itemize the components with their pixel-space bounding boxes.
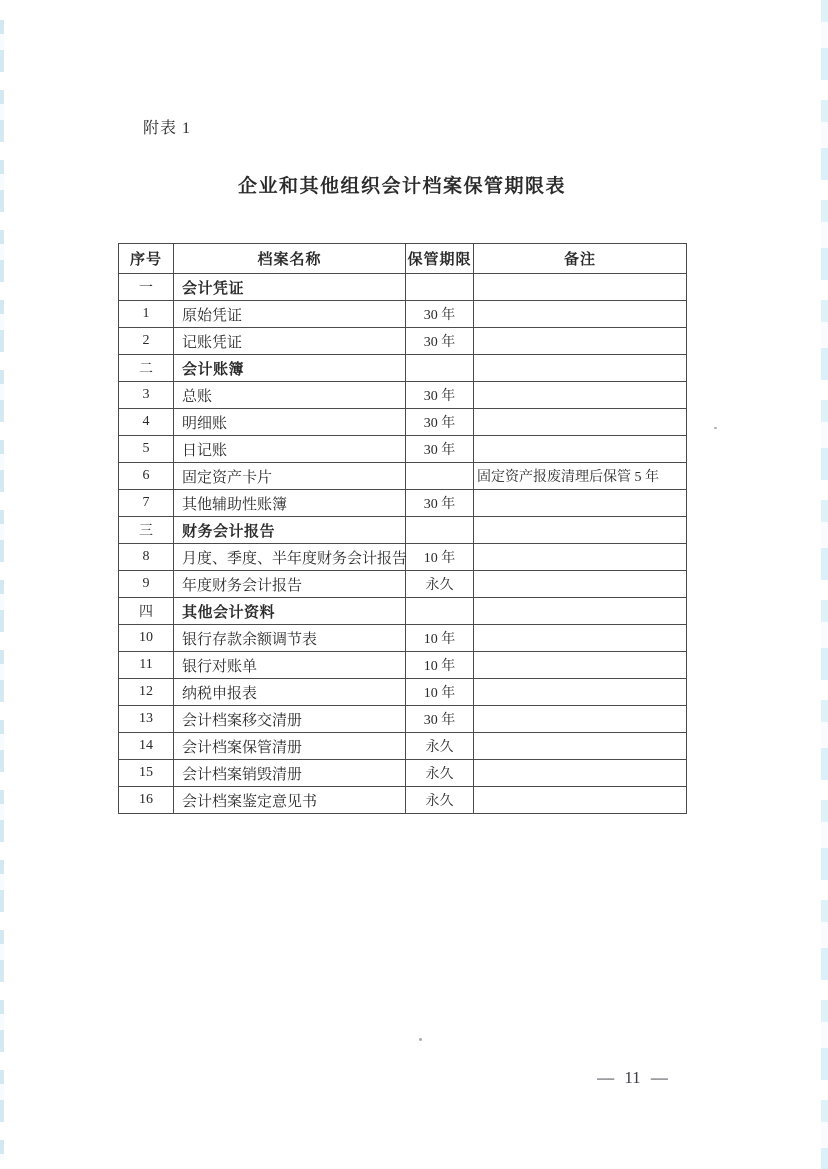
row-retention-period: 30 年 (406, 436, 474, 463)
row-remark (474, 355, 687, 382)
row-archive-name: 会计档案鉴定意见书 (174, 787, 406, 814)
row-retention-period: 10 年 (406, 544, 474, 571)
header-retention-period: 保管期限 (406, 244, 474, 274)
header-remark: 备注 (474, 244, 687, 274)
table-header-row (119, 244, 687, 274)
row-remark (474, 733, 687, 760)
row-serial-number: 7 (119, 490, 174, 517)
header-archive-name: 档案名称 (174, 244, 406, 274)
row-serial-number: 12 (119, 679, 174, 706)
row-remark (474, 409, 687, 436)
row-retention-period: 10 年 (406, 652, 474, 679)
row-remark (474, 598, 687, 625)
row-serial-number: 8 (119, 544, 174, 571)
row-retention-period: 30 年 (406, 301, 474, 328)
row-serial-number: 10 (119, 625, 174, 652)
table-row (119, 274, 687, 301)
row-remark (474, 679, 687, 706)
row-remark (474, 274, 687, 301)
row-serial-number: 6 (119, 463, 174, 490)
row-serial-number: 11 (119, 652, 174, 679)
row-remark (474, 571, 687, 598)
table-row (119, 436, 687, 463)
row-retention-period (406, 598, 474, 625)
row-remark (474, 706, 687, 733)
table-row (119, 301, 687, 328)
appendix-label: 附表 1 (143, 120, 192, 137)
row-archive-name: 总账 (174, 382, 406, 409)
table-row (119, 328, 687, 355)
page-number: — 11 — (597, 1068, 668, 1087)
row-archive-name: 固定资产卡片 (174, 463, 406, 490)
table-row (119, 706, 687, 733)
row-archive-name: 会计档案销毁清册 (174, 760, 406, 787)
row-archive-name: 其他会计资料 (174, 598, 406, 625)
row-serial-number: 16 (119, 787, 174, 814)
row-retention-period: 30 年 (406, 706, 474, 733)
row-archive-name: 记账凭证 (174, 328, 406, 355)
table-row (119, 787, 687, 814)
row-serial-number: 9 (119, 571, 174, 598)
row-retention-period: 永久 (406, 760, 474, 787)
row-retention-period: 30 年 (406, 409, 474, 436)
table-row (119, 544, 687, 571)
row-serial-number: 13 (119, 706, 174, 733)
row-retention-period (406, 355, 474, 382)
table-row (119, 598, 687, 625)
row-retention-period (406, 463, 474, 490)
row-archive-name: 财务会计报告 (174, 517, 406, 544)
scan-speck (714, 427, 717, 429)
row-remark (474, 625, 687, 652)
row-retention-period: 10 年 (406, 625, 474, 652)
row-serial-number: 一 (119, 274, 174, 301)
table-row (119, 490, 687, 517)
row-archive-name: 会计档案移交清册 (174, 706, 406, 733)
row-serial-number: 4 (119, 409, 174, 436)
row-retention-period: 永久 (406, 733, 474, 760)
table-row (119, 382, 687, 409)
table-row (119, 463, 687, 490)
table-row (119, 355, 687, 382)
table-row (119, 409, 687, 436)
scan-edge-artifact-left (0, 20, 4, 1160)
row-serial-number: 1 (119, 301, 174, 328)
table-row (119, 733, 687, 760)
table-row (119, 679, 687, 706)
table-row (119, 571, 687, 598)
row-remark: 固定资产报废清理后保管 5 年 (474, 463, 687, 490)
row-remark (474, 328, 687, 355)
row-retention-period: 永久 (406, 571, 474, 598)
scan-speck (419, 1038, 422, 1041)
row-serial-number: 15 (119, 760, 174, 787)
row-archive-name: 原始凭证 (174, 301, 406, 328)
row-archive-name: 会计凭证 (174, 274, 406, 301)
row-retention-period: 30 年 (406, 490, 474, 517)
table-row (119, 760, 687, 787)
row-serial-number: 3 (119, 382, 174, 409)
row-archive-name: 纳税申报表 (174, 679, 406, 706)
row-remark (474, 760, 687, 787)
row-remark (474, 436, 687, 463)
row-archive-name: 会计账簿 (174, 355, 406, 382)
row-retention-period (406, 274, 474, 301)
row-serial-number: 5 (119, 436, 174, 463)
row-archive-name: 年度财务会计报告 (174, 571, 406, 598)
row-remark (474, 301, 687, 328)
row-remark (474, 787, 687, 814)
row-archive-name: 其他辅助性账簿 (174, 490, 406, 517)
retention-period-table (118, 243, 687, 814)
row-retention-period: 10 年 (406, 679, 474, 706)
scan-edge-artifact-right (821, 0, 828, 1169)
row-archive-name: 银行对账单 (174, 652, 406, 679)
row-serial-number: 三 (119, 517, 174, 544)
header-serial-number: 序号 (119, 244, 174, 274)
row-remark (474, 517, 687, 544)
table-row (119, 517, 687, 544)
row-retention-period: 永久 (406, 787, 474, 814)
row-remark (474, 652, 687, 679)
row-serial-number: 2 (119, 328, 174, 355)
row-remark (474, 544, 687, 571)
row-retention-period (406, 517, 474, 544)
row-retention-period: 30 年 (406, 382, 474, 409)
row-archive-name: 会计档案保管清册 (174, 733, 406, 760)
row-archive-name: 日记账 (174, 436, 406, 463)
row-retention-period: 30 年 (406, 328, 474, 355)
table-row (119, 625, 687, 652)
row-remark (474, 382, 687, 409)
table-row (119, 652, 687, 679)
row-archive-name: 月度、季度、半年度财务会计报告 (174, 544, 406, 571)
row-serial-number: 四 (119, 598, 174, 625)
row-serial-number: 14 (119, 733, 174, 760)
document-title: 企业和其他组织会计档案保管期限表 (237, 176, 566, 197)
row-archive-name: 明细账 (174, 409, 406, 436)
row-serial-number: 二 (119, 355, 174, 382)
row-archive-name: 银行存款余额调节表 (174, 625, 406, 652)
row-remark (474, 490, 687, 517)
